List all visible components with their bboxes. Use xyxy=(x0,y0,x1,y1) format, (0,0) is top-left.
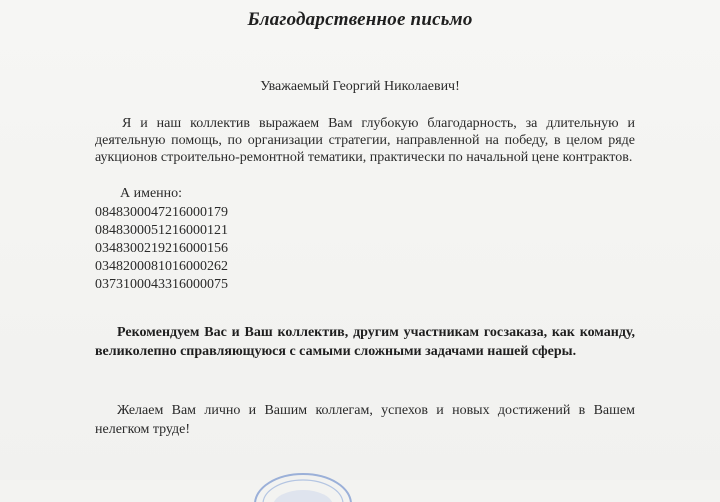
letter-title: Благодарственное письмо xyxy=(247,9,473,30)
lot-number: 0348300219216000156 xyxy=(95,241,228,256)
seal-stamp-icon xyxy=(248,462,358,502)
wishes-paragraph: Желаем Вам лично и Вашим коллегам, успехов и новых достижений в Вашем нелегком труде! xyxy=(95,403,635,437)
lot-number: 0848300047216000179 xyxy=(95,205,228,220)
recommendation-paragraph: Рекомендуем Вас и Ваш коллектив, другим участникам госзаказа, как команду, великолепно справляющуюся с самыми сложными задачами нашей сферы. xyxy=(95,325,635,359)
lot-number: 0848300051216000121 xyxy=(95,223,228,238)
lot-number-list xyxy=(95,204,228,294)
lot-number: 0373100043316000075 xyxy=(95,277,228,292)
letter-body-paragraph: Я и наш коллектив выражаем Вам глубокую благодарность, за длительную и деятельную помощь, по организации стратегии, направленной на победу, в целом ряде аукционов строительно-ремонтной тематики, практически по начальной цене контрактов. xyxy=(95,116,635,165)
lots-heading: А именно: xyxy=(120,186,183,201)
lot-number: 0348200081016000262 xyxy=(95,259,228,274)
letter-greeting: Уважаемый Георгий Николаевич! xyxy=(260,79,460,94)
